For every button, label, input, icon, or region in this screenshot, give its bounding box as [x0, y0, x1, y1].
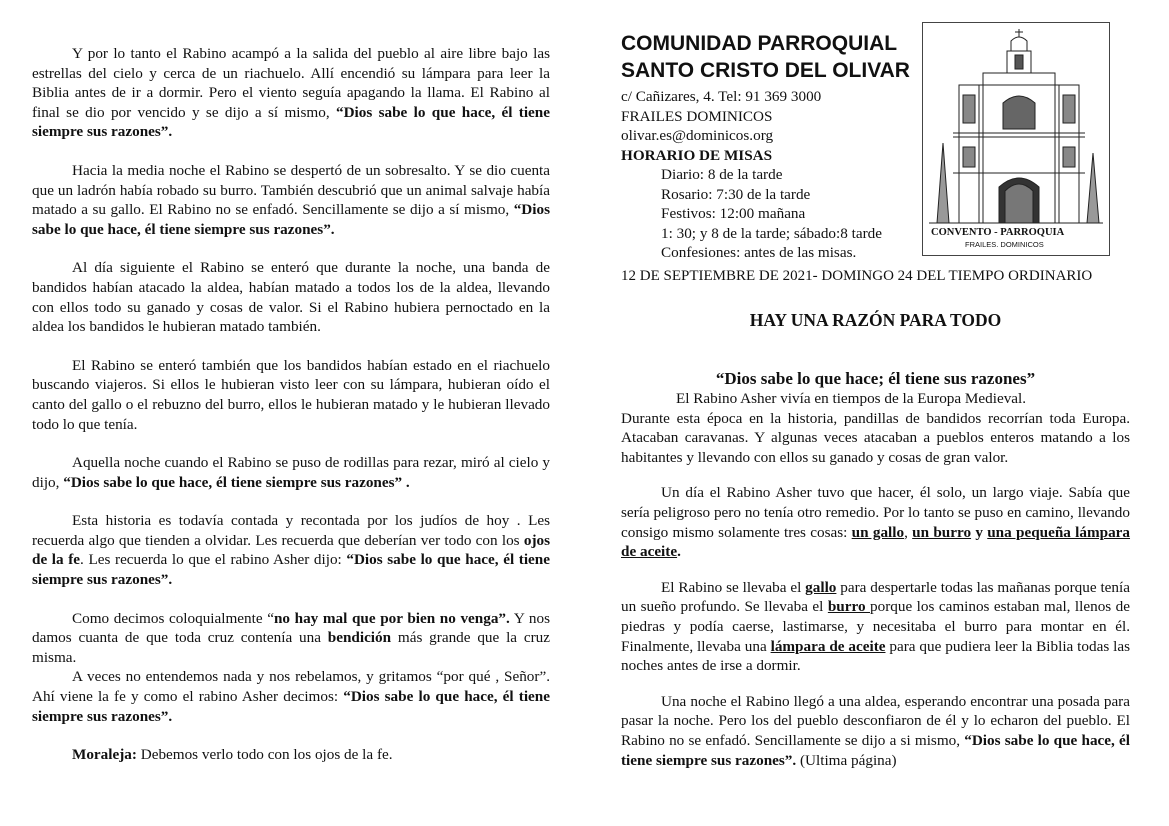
- main-title: HAY UNA RAZÓN PARA TODO: [749, 310, 1002, 330]
- drawing-caption-1: CONVENTO - PARROQUIA: [931, 227, 1065, 238]
- left-column: [32, 44, 550, 765]
- parish-email: olivar.es@dominicos.org: [621, 127, 774, 144]
- right-column: [621, 368, 1130, 770]
- story-paragraph-5: Aquella noche cuando el Rabino se puso de rodillas para rezar, miró al cielo y dijo, “Dios sabe lo que hace, él tiene siempre sus razones” .: [32, 454, 550, 491]
- items-paragraph: El Rabino se llevaba el gallo para despertarle todas las mañanas porque tenía un sueño profundo. Se llevaba el burro porque los caminos estaban mal, llenos de piedras y podía caerse, lastimarse, y necesitaba el burro para montar en él. Finalmente, llevaba una lámpara de aceite para que pudiera leer la Biblia todas las noches antes de irse a dormir.: [621, 578, 1131, 675]
- parish-title-line-2: SANTO CRISTO DEL OLIVAR: [621, 59, 910, 82]
- parish-address: c/ Cañizares, 4. Tel: 91 369 3000: [621, 88, 822, 105]
- schedule-line-2: Rosario: 7:30 de la tarde: [661, 185, 811, 203]
- schedule-line-5: Confesiones: antes de las misas.: [661, 244, 857, 261]
- story-paragraph-7: Como decimos coloquialmente “no hay mal que por bien no venga”. Y nos damos cuanta de que toda cruz contenía una bendición más grande que la cruz misma.: [32, 609, 550, 666]
- story-paragraph-1: Y por lo tanto el Rabino acampó a la salida del pueblo al aire libre bajo las estrellas del cielo y cerca de un riachuelo. Allí encendió su lámpara para leer la Biblia antes de ir a dormir. Pero el viento seguía apagando la llama. El Rabino al final se dio por vencido y se dijo a sí mismo, “Dios sabe lo que hace, él tiene siempre sus razones”.: [32, 45, 550, 141]
- quote-title: “Dios sabe lo que hace; él tiene sus razones”: [715, 369, 1036, 388]
- schedule-line-3: Festivos: 12:00 mañana: [661, 205, 806, 222]
- schedule-title: HORARIO DE MISAS: [621, 146, 773, 164]
- schedule-line-4: 1: 30; y 8 de la tarde; sábado:8 tarde: [661, 224, 882, 242]
- story-paragraph-3: Al día siguiente el Rabino se enteró que durante la noche, una banda de bandidos habían atacado la aldea, habían matado a todos los de la aldea, llevando con ellos todo su ganado y cosas de valor. Si el Rabino hubiera pernoctado en la aldea los bandidos le hubieran matado también.: [32, 259, 550, 336]
- story-intro-paragraph: Durante esta época en la historia, pandillas de bandidos recorrían toda Europa. Atacaban caravanas. Y algunas veces atacaban a pueblos enteros matando a los habitantes y llevando con ellos su ganado y cosas de gran valor.: [621, 409, 1130, 466]
- village-paragraph: Una noche el Rabino llegó a una aldea, esperando encontrar una posada para pasar la noche. Pero los del pueblo desconfiaron de él y lo echaron del pueblo. El Rabino no se enfadó. Sencillamente se dijo a si mismo, “Dios sabe lo que hace, él tiene siempre sus razones”. (Ultima página): [621, 692, 1130, 769]
- story-paragraph-2: Hacia la media noche el Rabino se despertó de un sobresalto. Y se dio cuenta que un ladrón había robado su burro. También descubrió que un animal salvaje había matado a su gallo. El Rabino no se enfadó. Sencillamente se dijo a sí mismo, “Dios sabe lo que hace, él tiene siempre sus razones”.: [32, 161, 550, 238]
- journey-paragraph: Un día el Rabino Asher tuvo que hacer, él solo, un largo viaje. Sabía que sería peligroso pero no tenía otro remedio. Por lo tanto se puso en camino, llevando consigo mismo solamente tres cosas: un gallo, un burro y una pequeña lámpara de aceite.: [621, 484, 1131, 561]
- date-line: 12 DE SEPTIEMBRE DE 2021- DOMINGO 24 DEL TIEMPO ORDINARIO: [621, 268, 1093, 284]
- parish-order: FRAILES DOMINICOS: [621, 107, 773, 125]
- parish-title-line-1: COMUNIDAD PARROQUIAL: [621, 32, 898, 55]
- church-illustration: [923, 23, 1109, 255]
- moral-paragraph: Moraleja: Debemos verlo todo con los ojos de la fe.: [72, 746, 393, 764]
- story-intro-line: El Rabino Asher vivía en tiempos de la Europa Medieval.: [676, 390, 1027, 407]
- schedule-line-1: Diario: 8 de la tarde: [661, 166, 783, 183]
- church-drawing: [922, 22, 1110, 256]
- story-paragraph-4: El Rabino se enteró también que los bandidos habían estado en el riachuelo buscando viajeros. Si ellos le hubieran visto leer con su lámpara, hubieran oído el canto del gallo o el rebuzno del burro, ellos le hubieran matado y le hubieran llevado todo lo que tenía.: [32, 356, 550, 433]
- drawing-caption-2: FRAILES. DOMINICOS: [965, 240, 1044, 249]
- story-paragraph-6: Esta historia es todavía contada y recontada por los judíos de hoy . Les recuerda algo que tienden a olvidar. Les recuerda que deberían ver todo con los ojos de la fe. Les recuerda lo que el rabino Asher dijo: “Dios sabe lo que hace, él tiene siempre sus razones”.: [32, 512, 550, 589]
- story-paragraph-8: A veces no entendemos nada y nos rebelamos, y gritamos “por qué , Señor”. Ahí viene la fe y como el rabino Asher decimos: “Dios sabe lo que hace, él tiene siempre sus razones”.: [32, 668, 550, 725]
